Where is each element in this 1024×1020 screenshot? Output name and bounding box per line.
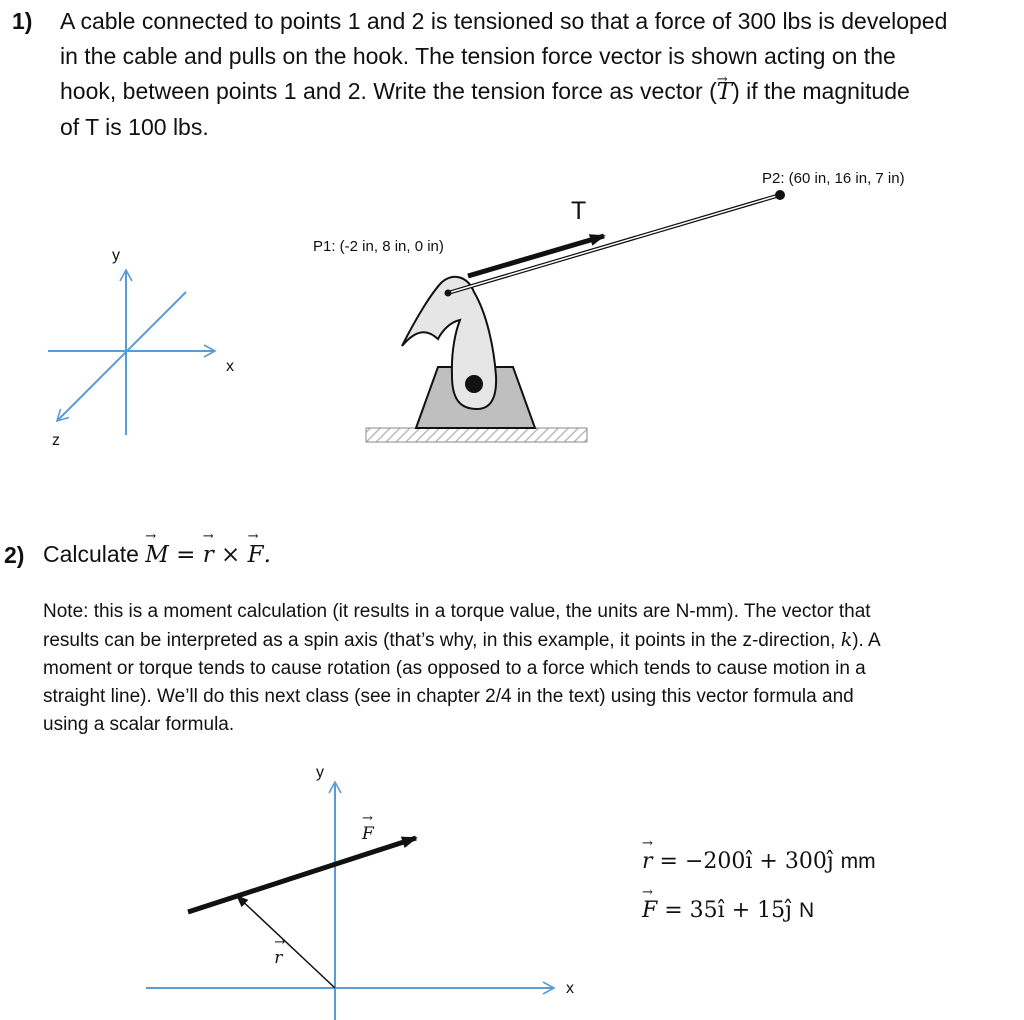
f-symbol: → F [248,542,264,568]
question-2-number: 2) [4,542,25,568]
q1-line-1: A cable connected to points 1 and 2 is tensioned so that a force of 300 lbs is developed [60,8,948,34]
cable-core [448,195,780,293]
question-2-title [43,541,271,568]
axes-diagram-1 [40,245,250,455]
axis-label-z-1: z [52,432,60,449]
F-equation [642,898,814,923]
note-line-2 [43,626,1003,655]
z-axis-line [57,292,186,421]
axis-label-y-1: y [112,247,120,264]
note-line-2-text: results can be interpreted as a spin axis (that’s why, in this example, it points in the z-direction, [43,630,836,651]
F-eq-lhs: → F [642,898,657,923]
q1-line-3 [60,74,1010,110]
note-line-1: Note: this is a moment calculation (it results in a torque value, the units are N-mm). The vector that [43,601,871,622]
r-eq-lhs: → r [642,849,653,874]
q1-line-4: of T is 100 lbs. [60,114,209,140]
hook-pin [465,375,483,393]
q2-cross: × [213,542,248,568]
r-eq-unit: mm [840,850,876,873]
moment-diagram [140,770,580,1020]
ground-hatch [366,428,587,442]
q2-equals: = [168,542,203,568]
tension-vector-symbol: → T [717,75,732,110]
q1-line-2: in the cable and pulls on the hook. The tension force vector is shown acting on the [60,43,896,69]
axis-label-x-2: x [566,980,574,997]
q2-title-prefix: Calculate [43,541,146,567]
tension-arrow [468,236,604,276]
q1-line-3-text: hook, between points 1 and 2. Write the tension force as vector ( [60,78,717,104]
r-symbol: → r [203,542,214,568]
question-1-number: 1) [12,8,33,34]
p2-label: P2: (60 in, 16 in, 7 in) [762,170,905,187]
note-line-5: using a scalar formula. [43,714,235,735]
point-p1 [445,290,452,297]
k-hat-symbol: k [840,629,853,651]
F-eq-rhs: = 35î + 15ĵ [657,898,792,923]
tension-label: T [571,197,587,225]
axis-label-y-2: y [316,764,324,781]
r-eq-rhs: = −200î + 300ĵ [652,849,834,874]
q2-period: . [263,542,271,568]
F-label: → F [362,824,374,844]
q1-line-3-tail: ) if the magnitude [732,78,910,104]
r-equation [642,849,876,874]
position-vector-r [237,896,335,988]
axis-label-x-1: x [226,358,234,375]
note-line-2-tail: ). A [852,630,881,651]
force-line [188,838,416,912]
F-eq-unit: N [798,899,815,922]
question-1-text [60,4,1010,145]
point-p2 [775,190,785,200]
r-label: → r [274,948,282,968]
p1-label: P1: (-2 in, 8 in, 0 in) [313,238,444,255]
note-line-4: straight line). We’ll do this next class (see in chapter 2/4 in the text) using this vector formula and [43,686,854,707]
note-paragraph [43,598,1003,739]
note-line-3: moment or torque tends to cause rotation (as opposed to a force which tends to cause motion in a [43,658,866,679]
moment-symbol: → M [145,542,169,568]
